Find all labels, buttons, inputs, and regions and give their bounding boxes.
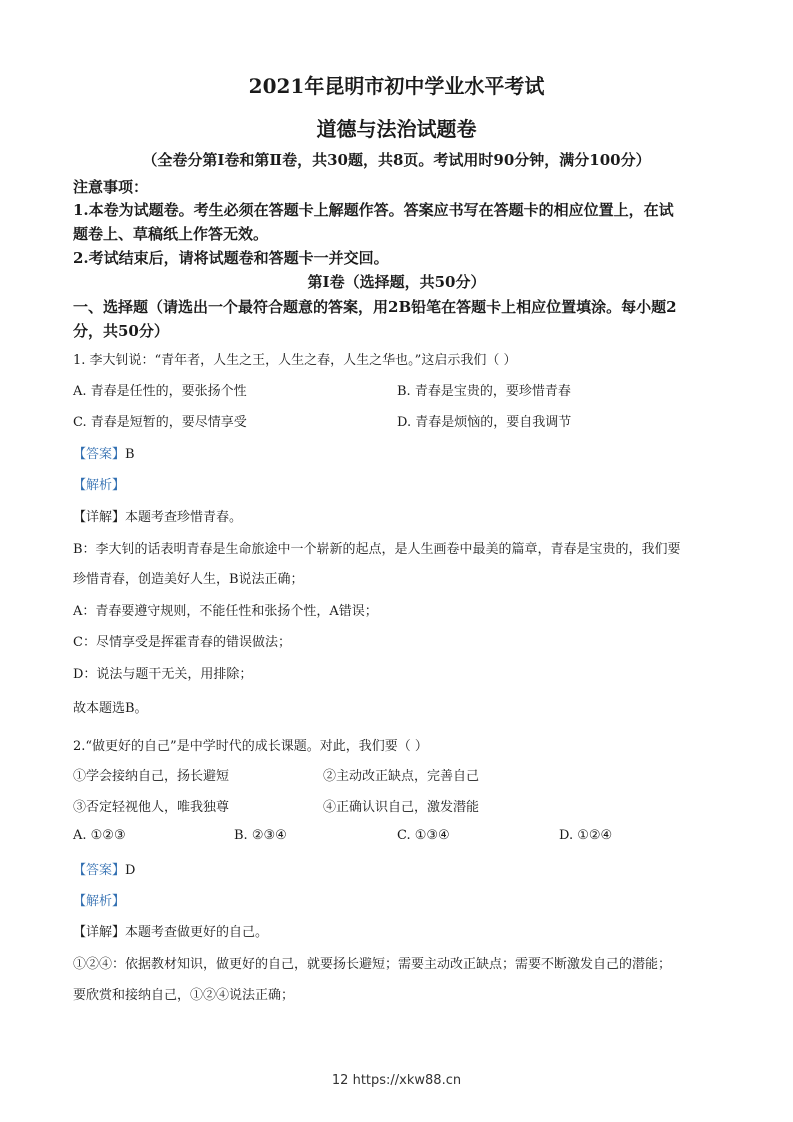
q1-explanation-c: C：尽情享受是挥霍青春的错误做法； <box>73 635 291 650</box>
q1-option-b: B. 青春是宝贵的，要珍惜青春 <box>397 384 571 399</box>
q2-explanation-cont: 要欣赏和接纳自己，①②④说法正确； <box>73 988 295 1003</box>
answer-tag: 【答案】 <box>73 863 126 878</box>
q2-stem: 2.“做更好的自己”是中学时代的成长课题。对此，我们要（ ） <box>73 739 428 754</box>
page-footer: 12 https://xkw88.cn <box>331 1073 462 1088</box>
q1-conclusion: 故本题选B。 <box>73 701 148 716</box>
section-instructions-cont: 分，共50分） <box>73 322 169 340</box>
notes-heading: 注意事项： <box>73 178 149 196</box>
answer-value: B <box>125 447 135 462</box>
answer-value: D <box>125 863 136 878</box>
q2-statement-2: ②主动改正缺点，完善自己 <box>323 769 480 784</box>
q1-option-a: A. 青春是任性的，要张扬个性 <box>73 384 247 399</box>
q1-stem: 1. 李大钊说：“青年者，人生之王，人生之春，人生之华也。”这启示我们（ ） <box>73 353 517 368</box>
q1-analysis-tag: 【解析】 <box>73 478 126 493</box>
section-instructions: 一、选择题（请选出一个最符合题意的答案，用2B铅笔在答题卡上相应位置填涂。每小题2 <box>73 298 677 316</box>
q2-option-d: D. ①②④ <box>559 828 613 843</box>
q2-option-b: B. ②③④ <box>234 828 287 843</box>
q2-option-a: A. ①②③ <box>73 828 126 843</box>
exam-subtitle: （全卷分第Ⅰ卷和第Ⅱ卷，共30题，共8页。考试用时90分钟，满分100分） <box>142 151 651 169</box>
q1-option-c: C. 青春是短暂的，要尽情享受 <box>73 415 247 430</box>
q2-detail: 【详解】本题考查做更好的自己。 <box>73 925 269 940</box>
q2-option-c: C. ①③④ <box>397 828 450 843</box>
q2-analysis-tag: 【解析】 <box>73 894 126 909</box>
q1-explanation-b: B：李大钊的话表明青春是生命旅途中一个崭新的起点，是人生画卷中最美的篇章，青春是宝贵的，我们要 <box>73 542 681 557</box>
q2-answer <box>73 859 135 878</box>
section-title: 第Ⅰ卷（选择题，共50分） <box>307 273 486 291</box>
q1-detail: 【详解】本题考查珍惜青春。 <box>73 510 243 525</box>
q1-explanation-a: A：青春要遵守规则，不能任性和张扬个性，A错误； <box>73 604 378 619</box>
q1-answer <box>73 443 135 462</box>
notes-item-1-cont: 题卷上、草稿纸上作答无效。 <box>73 225 269 243</box>
q2-statement-3: ③否定轻视他人，唯我独尊 <box>73 800 230 815</box>
subject-title: 道德与法治试题卷 <box>316 117 477 141</box>
q1-explanation-d: D：说法与题干无关，用排除； <box>73 667 253 682</box>
notes-item-2: 2.考试结束后，请将试题卷和答题卡一并交回。 <box>73 249 389 267</box>
q1-option-d: D. 青春是烦恼的，要自我调节 <box>397 415 572 430</box>
q2-statement-4: ④正确认识自己，激发潜能 <box>323 800 480 815</box>
q2-statement-1: ①学会接纳自己，扬长避短 <box>73 769 230 784</box>
q2-explanation: ①②④：依据教材知识，做更好的自己，就要扬长避短；需要主动改正缺点；需要不断激发自己的潜能； <box>73 957 672 972</box>
answer-tag: 【答案】 <box>73 447 126 462</box>
q1-explanation-b-cont: 珍惜青春，创造美好人生，B说法正确； <box>73 572 304 587</box>
notes-item-1: 1.本卷为试题卷。考生必须在答题卡上解题作答。答案应书写在答题卡的相应位置上，在试 <box>73 201 674 219</box>
exam-title: 2021年昆明市初中学业水平考试 <box>248 74 545 98</box>
